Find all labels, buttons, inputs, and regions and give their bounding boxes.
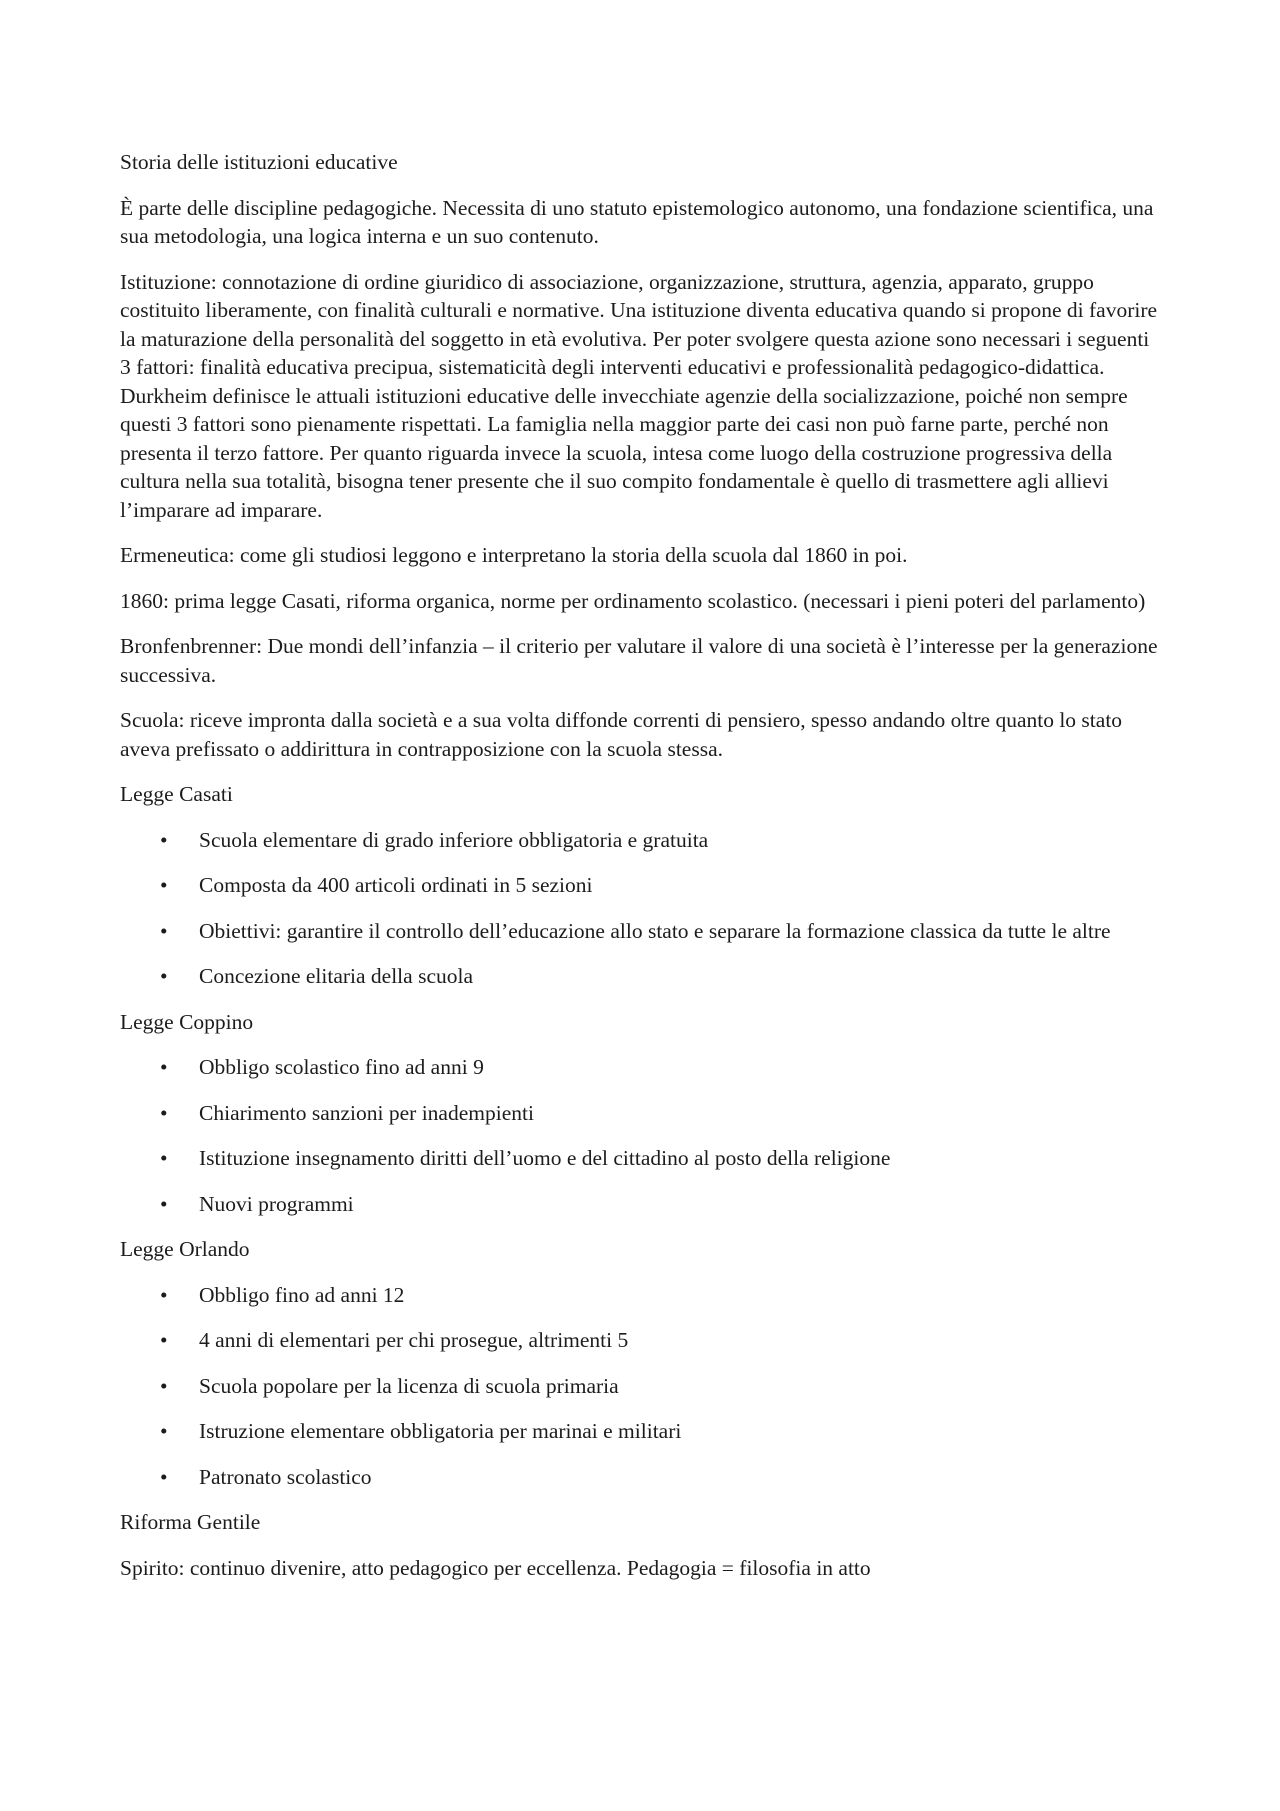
document-title: Storia delle istituzioni educative [120, 150, 398, 174]
list-item-text: Chiarimento sanzioni per inadempienti [199, 1100, 534, 1125]
bullet-icon: • [160, 964, 168, 988]
bullet-icon: • [160, 918, 168, 943]
list-item-text: Nuovi programmi [199, 1191, 354, 1216]
paragraph-ermeneutica: Ermeneutica: come gli studiosi leggono e interpretano la storia della scuola dal 1860 in poi. [120, 543, 908, 567]
section-heading-gentile: Riforma Gentile [120, 1510, 261, 1534]
bullet-icon: • [160, 1191, 168, 1216]
list-item [120, 1326, 1165, 1355]
list-item [120, 871, 1165, 900]
list-item [120, 1372, 1165, 1401]
list-item [120, 826, 1165, 855]
list-item [120, 1144, 1165, 1173]
document-page [120, 148, 1165, 1599]
paragraph-1860: 1860: prima legge Casati, riforma organica, norme per ordinamento scolastico. (necessari i pieni poteri del parlamento) [120, 588, 1146, 613]
bullet-icon: • [160, 1464, 168, 1489]
list-item [120, 1281, 1165, 1310]
list-item-text: 4 anni di elementari per chi prosegue, altrimenti 5 [199, 1328, 629, 1352]
list-item [120, 1463, 1165, 1492]
list-coppino [120, 1053, 1165, 1218]
list-item-text: Scuola popolare per la licenza di scuola primaria [199, 1373, 619, 1398]
bullet-icon: • [160, 1146, 168, 1170]
bullet-icon: • [160, 1055, 168, 1079]
paragraph-istituzione: Istituzione: connotazione di ordine giuridico di associazione, organizzazione, struttura, agenzia, apparato, gruppo costituito liberamente, con finalità culturali e normative. Una istituzione diventa educativa quando si propone di favorire la maturazione della personalità del soggetto in età evolutiva. Per poter svolgere questa azione sono necessari i seguenti 3 fattori: finalità educativa precipua, sistematicità degli interventi educativi e professionalità pedagogico-didattica. Durkheim definisce le attuali istituzioni educative delle invecchiate agenzie della socializzazione, poiché non sempre questi 3 fattori sono pienamente rispettati. La famiglia nella maggior parte dei casi non può farne parte, perché non presenta il terzo fattore. Per quanto riguarda invece la scuola, intesa come luogo della costruzione progressiva della cultura nella sua totalità, bisogna tener presente che il suo compito fondamentale è quello di trasmettere agli allievi l’imparare ad imparare. [120, 269, 1158, 522]
list-item-text: Patronato scolastico [199, 1464, 372, 1489]
list-casati [120, 826, 1165, 991]
list-item [120, 1053, 1165, 1082]
list-orlando [120, 1281, 1165, 1492]
bullet-icon: • [160, 1328, 168, 1352]
list-item [120, 917, 1165, 946]
bullet-icon: • [160, 1373, 168, 1398]
list-item [120, 1099, 1165, 1128]
paragraph-scuola: Scuola: riceve impronta dalla società e a sua volta diffonde correnti di pensiero, spesso andando oltre quanto lo stato aveva prefissato o addirittura in contrapposizione con la scuola stessa. [120, 708, 1123, 761]
section-heading-casati: Legge Casati [120, 782, 233, 806]
paragraph-spirito: Spirito: continuo divenire, atto pedagogico per eccellenza. Pedagogia = filosofia in atto [120, 1555, 871, 1580]
bullet-icon: • [160, 1419, 168, 1443]
section-heading-coppino: Legge Coppino [120, 1009, 254, 1034]
list-item [120, 1190, 1165, 1219]
list-item-text: Obbligo scolastico fino ad anni 9 [199, 1055, 484, 1079]
paragraph-intro: È parte delle discipline pedagogiche. Necessita di uno statuto epistemologico autonomo, una fondazione scientifica, una sua metodologia, una logica interna e un suo contenuto. [120, 195, 1154, 248]
list-item-text: Composta da 400 articoli ordinati in 5 sezioni [199, 873, 593, 897]
bullet-icon: • [160, 1100, 168, 1125]
bullet-icon: • [160, 1282, 168, 1307]
list-item-text: Obbligo fino ad anni 12 [199, 1282, 405, 1307]
list-item-text: Scuola elementare di grado inferiore obbligatoria e gratuita [199, 827, 709, 852]
bullet-icon: • [160, 873, 168, 897]
paragraph-bronfenbrenner: Bronfenbrenner: Due mondi dell’infanzia – il criterio per valutare il valore di una società è l’interesse per la generazione successiva. [120, 634, 1158, 687]
bullet-icon: • [160, 827, 168, 852]
list-item [120, 962, 1165, 991]
list-item [120, 1417, 1165, 1446]
list-item-text: Istituzione insegnamento diritti dell’uomo e del cittadino al posto della religione [199, 1146, 891, 1170]
list-item-text: Concezione elitaria della scuola [199, 964, 473, 988]
list-item-text: Istruzione elementare obbligatoria per marinai e militari [199, 1419, 682, 1443]
list-item-text: Obiettivi: garantire il controllo dell’educazione allo stato e separare la formazione classica da tutte le altre [199, 918, 1111, 943]
section-heading-orlando: Legge Orlando [120, 1237, 250, 1261]
